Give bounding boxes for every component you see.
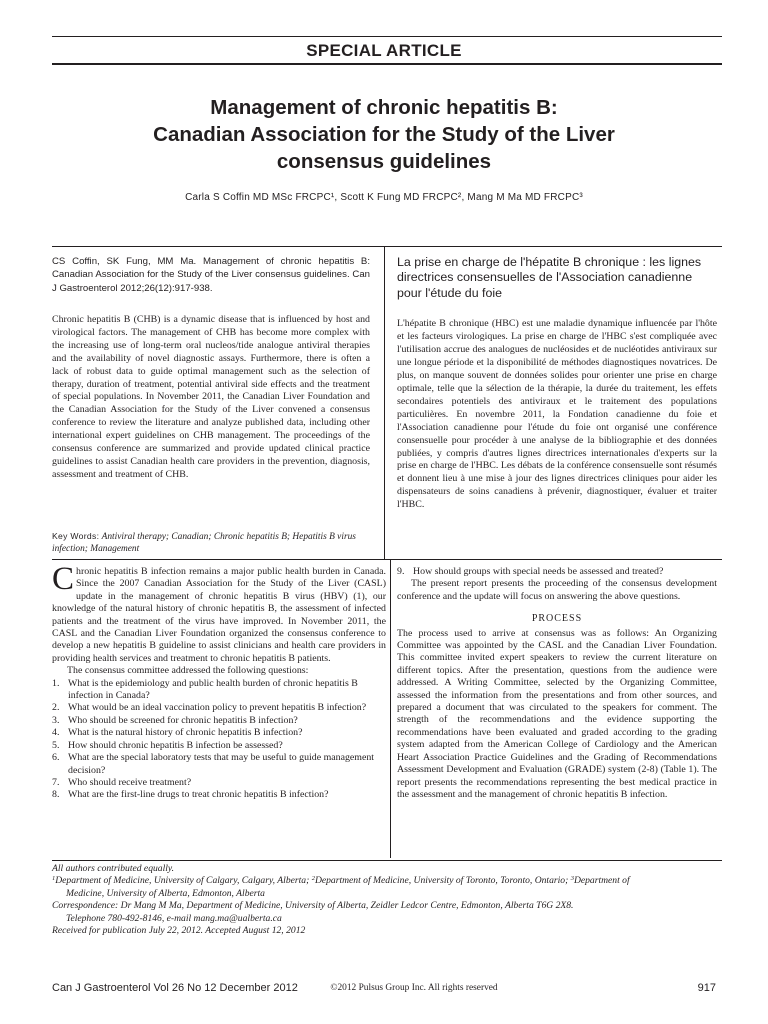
- keywords: [52, 530, 370, 556]
- page-number: 917: [697, 982, 716, 994]
- question-number: 2.: [52, 702, 60, 714]
- intro-paragraph: [52, 561, 386, 665]
- list-item: [52, 740, 386, 752]
- abstract-french: L'hépatite B chronique (HBC) est une maladie dynamique influencée par l'hôte et les facteurs virologiques. La prise en charge de l'HBC s'est compliquée avec l'utilisation accrue des analogues de nucléosides et de nucléotides antiviraux sur une longue période et la disponibilité de méthodes diagnostiques novatrices. De plus, on manque souvent de données solides pour orienter une prise en charge optimale, telle que la sélection de la thérapie, la durée du traitement, les effets secondaires potentiels des antiviraux et le traitement des populations particulières. En novembre 2011, la Fondation canadienne du foie et l'Association canadienne pour l'étude du foie ont organisé une conférence consensuelle pour procéder à une analyse de la bibliographie et des données publiées, y compris d'autres lignes directrices internationales d'experts sur la prise en charge de l'HBC. Les débats de la conférence consensuelle sont résumés et donnent lieu à une mise à jour des lignes directrices cliniques pour aider les dispensateurs de soins canadiens à prévenir, diagnostiquer, évaluer et traiter l'HBC.: [397, 318, 717, 511]
- title-line: Management of chronic hepatitis B:: [210, 96, 558, 119]
- correspondence: Correspondence: Dr Mang M Ma, Department of Medicine, University of Alberta, Zeidler Ledcor Centre, Edmonton, Alberta T6G 2X8.: [52, 900, 574, 912]
- list-item: [52, 789, 386, 801]
- list-item: [397, 566, 717, 578]
- contact-info: Telephone 780-492-8146, e-mail mang.ma@ualberta.ca: [66, 912, 282, 924]
- question-text: What are the first-line drugs to treat chronic hepatitis B infection?: [68, 789, 329, 801]
- question-number: 5.: [52, 739, 60, 751]
- question-number: 7.: [52, 776, 60, 788]
- affiliation-marker: 2: [311, 875, 315, 883]
- question-number: 4.: [52, 727, 60, 739]
- question-number: 3.: [52, 714, 60, 726]
- question-text: What would be an ideal vaccination policy to prevent hepatitis B infection?: [68, 702, 367, 714]
- footnote-rule: [52, 860, 722, 861]
- received-dates: Received for publication July 22, 2012. Accepted August 12, 2012: [52, 925, 306, 937]
- list-item: [52, 777, 386, 789]
- affiliation-1: Department of Medicine, University of Calgary, Calgary, Alberta;: [55, 875, 310, 887]
- questions-intro: The consensus committee addressed the following questions:: [67, 665, 309, 677]
- affiliation-marker: 3: [570, 875, 574, 883]
- questions-list: [52, 678, 386, 802]
- equal-contribution-note: All authors contributed equally.: [52, 863, 175, 874]
- question-text: How should chronic hepatitis B infection be assessed?: [68, 739, 283, 751]
- keywords-label: Key Words:: [52, 531, 100, 541]
- footnotes: [52, 863, 722, 937]
- question-text: Who should receive treatment?: [68, 776, 192, 788]
- body-column-divider: [390, 560, 391, 858]
- affiliation-2: Department of Medicine, University of Toronto, Toronto, Ontario;: [314, 875, 569, 887]
- citation: CS Coffin, SK Fung, MM Ma. Management of chronic hepatitis B: Canadian Association for the Study of the Liver consensus guidelines. Can J Gastroenterol 2012;26(12):917-938.: [52, 256, 370, 294]
- section-heading: SPECIAL ARTICLE: [306, 41, 462, 60]
- affiliation-marker: 1: [52, 875, 56, 883]
- copyright: ©2012 Pulsus Group Inc. All rights reserved: [330, 983, 498, 993]
- list-item: [52, 678, 386, 703]
- top-rule: [52, 36, 722, 37]
- intro-text: hronic hepatitis B infection remains a major public health burden in Canada. Since the 2007 Canadian Association for the Study of the Liver (CASL) update in the management of chronic hepatitis B virus (HBV) (1), our knowledge of the natural history of chronic hepatitis B, the assessment of infected patients and the treatment of the virus have improved. In November 2011, the CASL and the Canadian Liver Foundation organized the consensus conference to develop a new hepatitis B guideline to assist clinicians and health care providers in providing health services and treatment to chronic hepatitis B patients.: [52, 566, 386, 664]
- question-text: What are the special laboratory tests that may be useful to guide management decision?: [68, 752, 375, 776]
- abstract-column-divider: [384, 246, 385, 559]
- abstract-bottom-rule: [52, 559, 722, 560]
- question-number: 1.: [52, 677, 60, 689]
- affiliation-3-cont: Medicine, University of Alberta, Edmonton, Alberta: [66, 887, 265, 899]
- affiliation-3: Department of: [573, 875, 630, 887]
- question-number: 8.: [52, 789, 60, 801]
- question-text: How should groups with special needs be assessed and treated?: [413, 566, 664, 577]
- process-paragraph: The process used to arrive at consensus was as follows: An Organizing Committee was appointed by the CASL and the Canadian Liver Foundation. This committee invited expert speakers to review the current literature on different topics. After the presentation, questions from the audience were addressed. A Writing Committee, selected by the Organizing Committee, assessed the information from the presentations and from other sources, and prepared a document that was circulated to the speakers for comment. The strength of the recommendations and the evidence supporting the recommendations have been evaluated and graded according to the grading system adapted from the American College of Cardiology and the American Heart Association Practice Guidelines and the Grading of Recommendations Assessment Development and Evaluation (GRADE) system (2-8) (Table 1). The report presents the recommendations representing the best medical practice in the assessment and the management of chronic hepatitis B infection.: [397, 627, 717, 800]
- title-line: consensus guidelines: [276, 150, 492, 173]
- body-left-column: [52, 561, 386, 802]
- abstract-english: Chronic hepatitis B (CHB) is a dynamic disease that is influenced by host and virological factors. The management of CHB has become more complex with the increasing use of long-term oral nucleos/tide analogue antiviral therapies and the availability of novel diagnostic assays. Furthermore, there is often a lack of robust data to guide optimal management such as the selection of therapy, duration of treatment, potential antiviral side effects and the treatment of special populations. In November 2011, the Canadian Liver Foundation and the Canadian Association for the Study of the Liver convened a consensus conference to review the literature and analyze published data, including other international expert guidelines on CHB management. The proceedings of the consensus conference are summarized and provide updated clinical practice guidelines to assist Canadian health care providers in the prevention, diagnosis, assessment and treatment of CHB.: [52, 314, 370, 480]
- list-item: [52, 702, 386, 714]
- question-text: What is the epidemiology and public health burden of chronic hepatitis B infection in Canada?: [68, 677, 358, 702]
- process-heading: PROCESS: [531, 613, 583, 625]
- body-right-column: [397, 566, 717, 801]
- question-number: 6.: [52, 752, 60, 764]
- question-text: Who should be screened for chronic hepatitis B infection?: [68, 714, 298, 726]
- keywords-list: Antiviral therapy; Canadian; Chronic hepatitis B; Hepatitis B virus infection; Management: [52, 532, 356, 555]
- journal-reference: Can J Gastroenterol Vol 26 No 12 December 2012: [52, 982, 298, 994]
- abstract-top-rule: [52, 246, 722, 247]
- list-item: [52, 715, 386, 727]
- article-title: [60, 94, 708, 175]
- list-item: [52, 727, 386, 739]
- drop-cap: C: [52, 561, 75, 597]
- list-item: [52, 752, 386, 777]
- question-text: What is the natural history of chronic hepatitis B infection?: [68, 727, 303, 739]
- title-line: Canadian Association for the Study of the Liver: [153, 123, 615, 146]
- author-list: Carla S Coffin MD MSc FRCPC¹, Scott K Fung MD FRCPC², Mang M Ma MD FRCPC³: [185, 192, 583, 203]
- report-paragraph: The present report presents the proceeding of the consensus development conference and the update will focus on answering the above questions.: [397, 578, 717, 602]
- question-number: 9.: [397, 566, 405, 577]
- french-title: La prise en charge de l'hépatite B chronique : les lignes directrices consensuelles de l'Association canadienne pour l'étude du foie: [397, 255, 702, 300]
- heading-rule: [52, 63, 722, 65]
- affiliations: [52, 875, 722, 887]
